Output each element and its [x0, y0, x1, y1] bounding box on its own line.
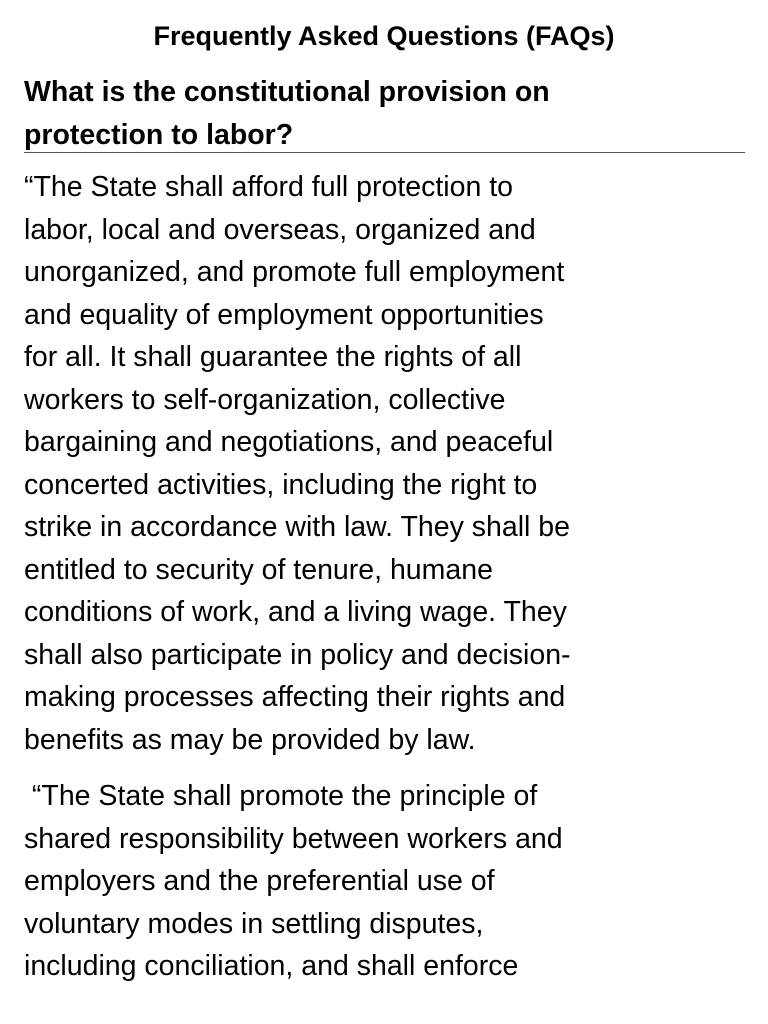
- paragraph-line: entitled to security of tenure, humane: [24, 553, 493, 586]
- paragraph-line: concerted activities, including the right to: [24, 468, 538, 501]
- paragraph-line: for all. It shall guarantee the rights of all: [24, 341, 522, 373]
- paragraph-line: shall also participate in policy and decision-: [24, 638, 571, 671]
- page-title: Frequently Asked Questions (FAQs): [153, 21, 615, 51]
- paragraph-line: and equality of employment opportunities: [24, 298, 544, 331]
- paragraph-line: conditions of work, and a living wage. They: [24, 596, 567, 628]
- question-line: What is the constitutional provision on: [24, 76, 550, 108]
- question-line: protection to labor?: [24, 118, 294, 151]
- paragraph-line: unorganized, and promote full employment: [24, 256, 565, 288]
- answer-paragraph-1: [24, 166, 744, 761]
- paragraph-line: shared responsibility between workers and: [24, 822, 563, 855]
- paragraph-line: voluntary modes in settling disputes,: [24, 907, 484, 940]
- paragraph-line: “The State shall afford full protection to: [24, 171, 513, 203]
- divider: [24, 152, 745, 153]
- paragraph-line: “The State shall promote the principle of: [24, 780, 538, 812]
- paragraph-line: labor, local and overseas, organized and: [24, 213, 536, 246]
- paragraph-line: strike in accordance with law. They shall be: [24, 511, 570, 543]
- paragraph-line: workers to self-organization, collective: [24, 383, 506, 416]
- paragraph-line: employers and the preferential use of: [24, 865, 495, 897]
- faq-question: [24, 71, 744, 156]
- paragraph-line: including conciliation, and shall enforce: [24, 950, 519, 982]
- paragraph-line: bargaining and negotiations, and peaceful: [24, 426, 554, 458]
- answer-paragraph-2: [24, 775, 744, 988]
- paragraph-line: benefits as may be provided by law.: [24, 723, 476, 756]
- paragraph-line: making processes affecting their rights and: [24, 681, 566, 713]
